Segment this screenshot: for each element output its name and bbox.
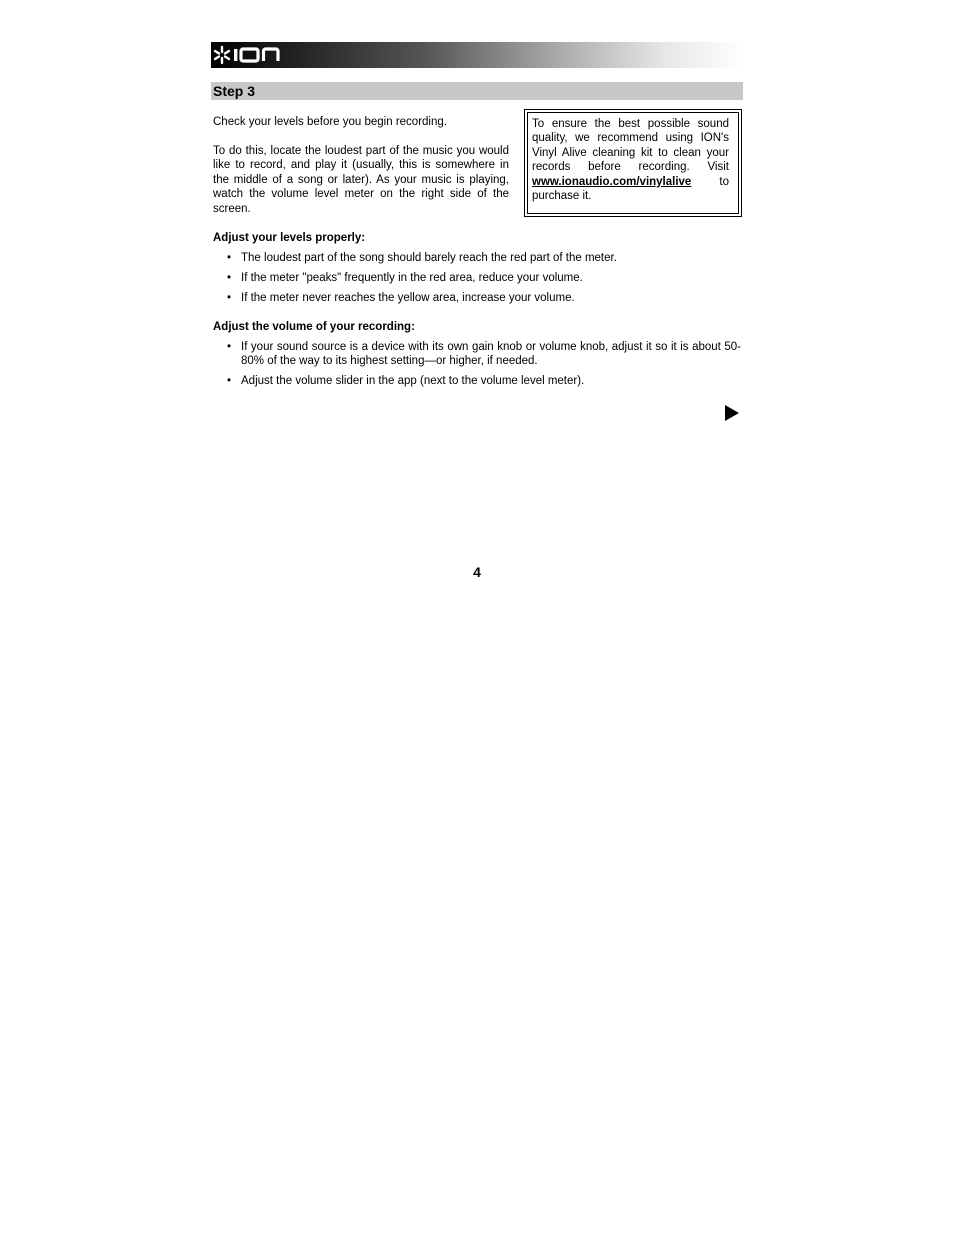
list-item: [213, 291, 741, 305]
intro-paragraph-2: To do this, locate the loudest part of the music you would like to record, and play it (usually, this is somewhere in the middle of a song or later). As your music is playing, watch the volume level meter on the right side of the screen.: [213, 145, 509, 215]
ion-logo: [212, 44, 284, 66]
tip-text-before: To ensure the best possible sound quality, we recommend using ION's Vinyl Alive cleaning kit to clean your records before recording. Visit: [532, 118, 729, 174]
list-item-text: If the meter never reaches the yellow area, increase your volume.: [241, 292, 575, 304]
tip-text: [532, 117, 729, 203]
list-item-text: If the meter "peaks" frequently in the red area, reduce your volume.: [241, 272, 583, 284]
step-heading-bar: [211, 82, 743, 100]
levels-heading: Adjust your levels properly:: [213, 232, 366, 244]
tip-text-after: to purchase it.: [532, 175, 729, 203]
volume-list: [213, 340, 741, 394]
next-page-arrow-icon[interactable]: [725, 405, 739, 421]
levels-list: [213, 251, 741, 311]
bullet-icon: •: [227, 272, 232, 284]
vinyl-alive-link[interactable]: www.ionaudio.com/vinylalive: [532, 175, 692, 188]
list-item: [213, 374, 741, 388]
bullet-icon: •: [227, 292, 232, 304]
list-item-text: The loudest part of the song should barely reach the red part of the meter.: [241, 252, 617, 264]
list-item-text: If your sound source is a device with its own gain knob or volume knob, adjust it so it is about 50-80% of the way to its highest setting—or higher, if needed.: [241, 341, 741, 368]
bullet-icon: •: [227, 375, 232, 388]
volume-heading: Adjust the volume of your recording:: [213, 321, 415, 333]
intro-paragraph-1: Check your levels before you begin recording.: [213, 116, 447, 128]
page-number: 4: [473, 564, 481, 580]
bullet-icon: •: [227, 341, 232, 353]
list-item: [213, 271, 741, 285]
step-title: Step 3: [213, 83, 256, 99]
ion-logo-icon: [212, 45, 284, 65]
tip-box: [524, 109, 742, 217]
list-item: [213, 340, 741, 369]
header-bar: [211, 42, 743, 68]
list-item-text: Adjust the volume slider in the app (next to the volume level meter).: [241, 375, 585, 388]
bullet-icon: •: [227, 252, 232, 264]
list-item: [213, 251, 741, 265]
